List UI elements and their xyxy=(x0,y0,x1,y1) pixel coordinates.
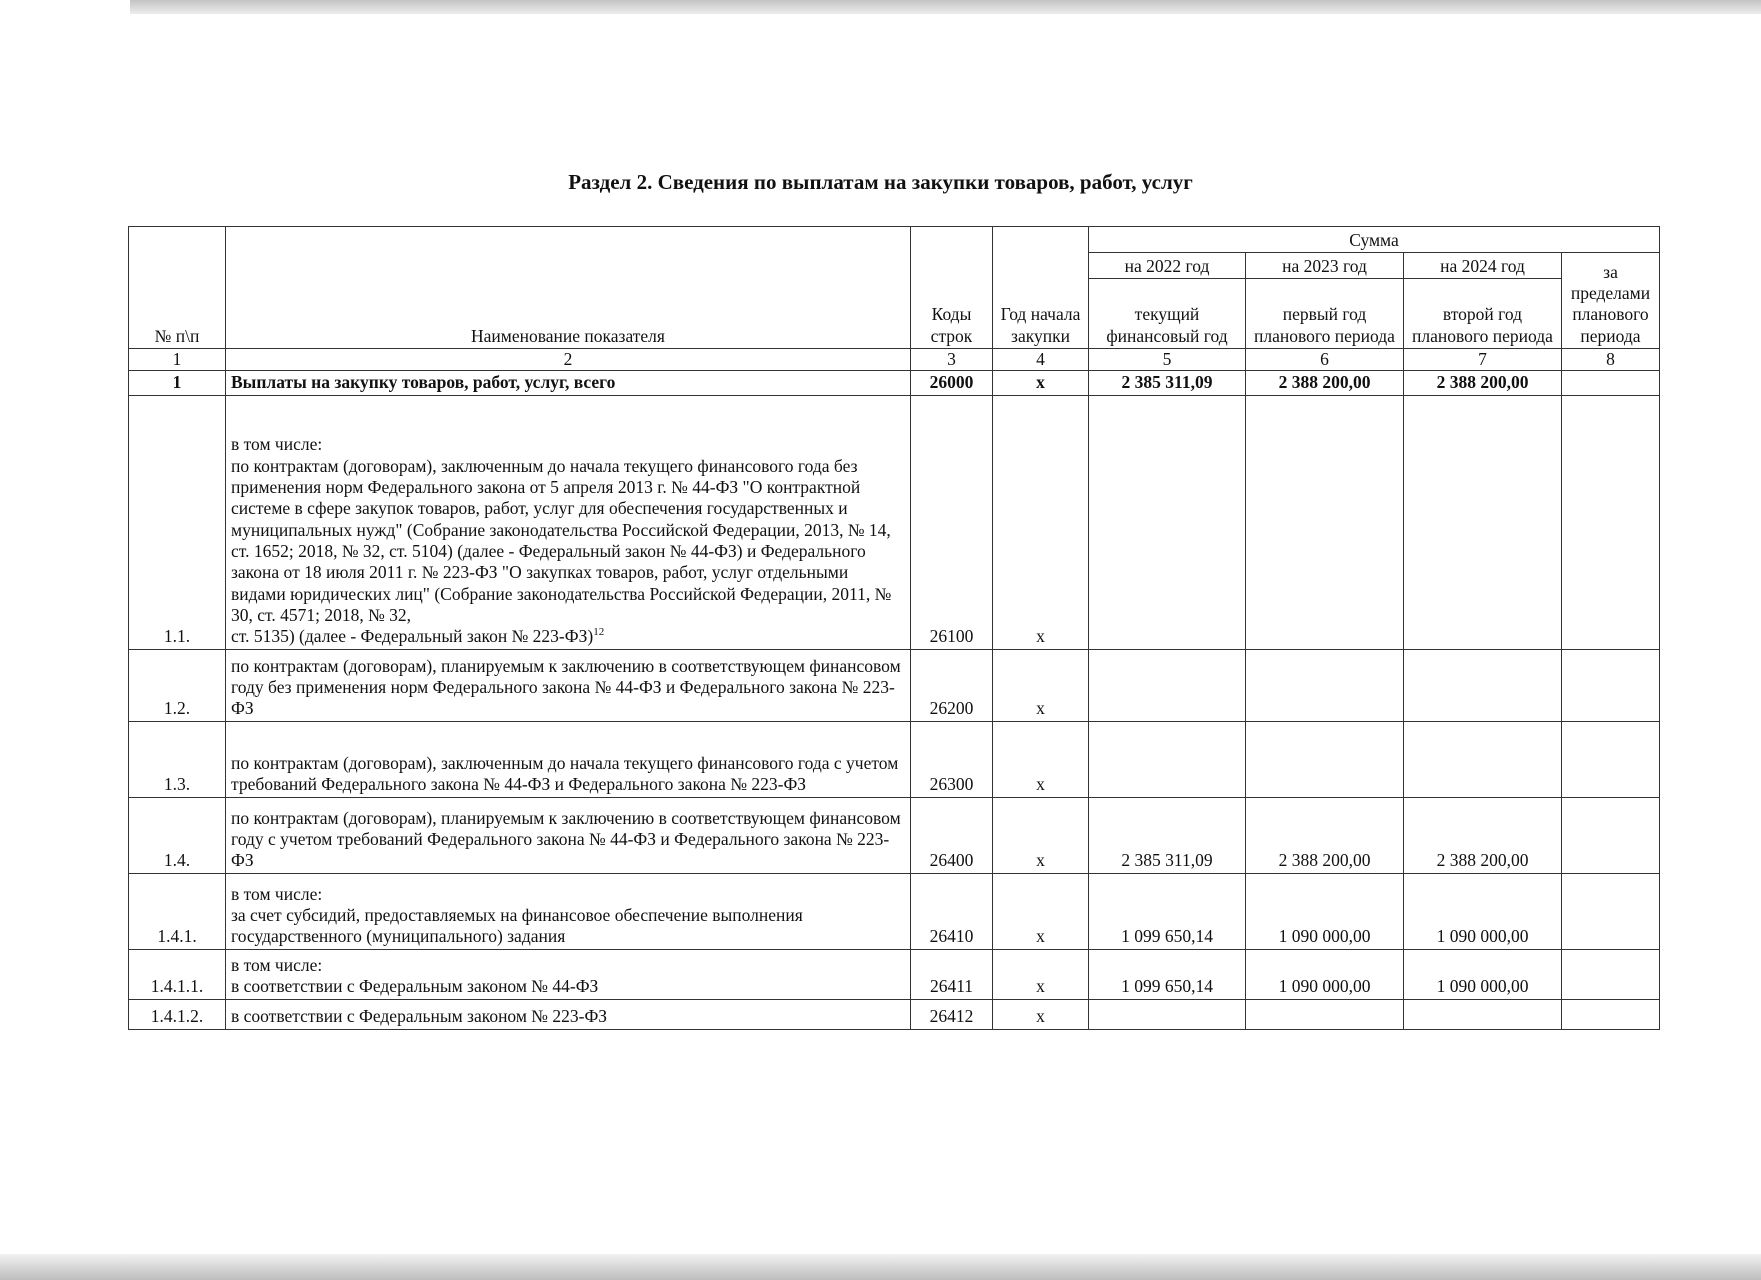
column-number: 4 xyxy=(993,349,1089,371)
header-first-year: первый год планового периода xyxy=(1246,279,1404,349)
table-row xyxy=(129,999,1660,1029)
row-value-2023: 2 388 200,00 xyxy=(1246,797,1404,873)
table-row xyxy=(129,649,1660,721)
table-row xyxy=(129,797,1660,873)
row-name xyxy=(226,949,911,999)
row-number: 1.4. xyxy=(129,797,226,873)
header-year: Год начала закупки xyxy=(993,227,1089,349)
row-number: 1.4.1. xyxy=(129,873,226,949)
row-value-2024: 2 388 200,00 xyxy=(1404,371,1562,395)
row-name-line: по контрактам (договорам), заключенным до начала текущего финансового года без применения норм Федерального закона от 5 апреля 2013 г. № 44-ФЗ "О контрактной системе в сфере закупок товаров, работ, услуг для обеспечения государственных и муниципальных нужд" (Собрание законодательства Российской Федерации, 2013, № 14, ст. 1652; 2018, № 32, ст. 5104) (далее - Федеральный закон № 44-ФЗ) и Федерального закона от 18 июля 2011 г. № 223-ФЗ "О закупках товаров, работ, услуг отдельными видами юридических лиц" (Собрание законодательства Российской Федерации, 2011, № 30, ст. 4571; 2018, № 32, xyxy=(231,455,892,625)
row-name-line: в том числе: xyxy=(231,883,323,904)
row-year: х xyxy=(993,371,1089,395)
row-name xyxy=(226,999,911,1029)
row-value-beyond xyxy=(1562,721,1660,797)
header-sum: Сумма xyxy=(1089,227,1660,253)
row-number: 1.3. xyxy=(129,721,226,797)
table-row xyxy=(129,949,1660,999)
row-value-2022: 1 099 650,14 xyxy=(1089,873,1246,949)
row-name-line: ст. 5135) (далее - Федеральный закон № 223-ФЗ) xyxy=(231,626,594,647)
column-number: 5 xyxy=(1089,349,1246,371)
row-name-line: по контрактам (договорам), планируемым к заключению в соответствующем финансовом году с учетом требований Федерального закона № 44-ФЗ и Федерального закона № 223-ФЗ xyxy=(231,807,901,871)
row-value-2024: 2 388 200,00 xyxy=(1404,797,1562,873)
row-value-2022 xyxy=(1089,999,1246,1029)
row-value-2023 xyxy=(1246,721,1404,797)
column-number: 8 xyxy=(1562,349,1660,371)
row-number: 1 xyxy=(129,371,226,395)
row-number: 1.4.1.1. xyxy=(129,949,226,999)
header-num: № п\п xyxy=(129,227,226,349)
header-second-year: второй год планового периода xyxy=(1404,279,1562,349)
table-row xyxy=(129,721,1660,797)
row-name-line: по контрактам (договорам), заключенным до начала текущего финансового года с учетом требований Федерального закона № 44-ФЗ и Федерального закона № 223-ФЗ xyxy=(231,753,899,795)
page-title: Раздел 2. Сведения по выплатам на закупки товаров, работ, услуг xyxy=(568,170,1193,194)
row-code: 26000 xyxy=(911,371,993,395)
row-number: 1.4.1.2. xyxy=(129,999,226,1029)
row-value-2022: 2 385 311,09 xyxy=(1089,797,1246,873)
header-y2023: на 2023 год xyxy=(1246,253,1404,279)
row-code: 26200 xyxy=(911,649,993,721)
row-value-2024 xyxy=(1404,649,1562,721)
scan-bottom-edge xyxy=(0,1254,1761,1280)
row-name-line: в соответствии с Федеральным законом № 44-ФЗ xyxy=(231,976,599,997)
row-name xyxy=(226,721,911,797)
header-code: Коды строк xyxy=(911,227,993,349)
row-value-2023: 1 090 000,00 xyxy=(1246,873,1404,949)
row-name-line: в соответствии с Федеральным законом № 223-ФЗ xyxy=(231,1006,608,1027)
header-name: Наименование показателя xyxy=(226,227,911,349)
row-name xyxy=(226,649,911,721)
footnote-ref: 12 xyxy=(593,626,605,639)
row-value-beyond xyxy=(1562,949,1660,999)
table-row xyxy=(129,873,1660,949)
row-value-beyond xyxy=(1562,999,1660,1029)
row-value-2023 xyxy=(1246,395,1404,649)
row-value-2024 xyxy=(1404,395,1562,649)
row-value-2022 xyxy=(1089,395,1246,649)
row-year: х xyxy=(993,797,1089,873)
scan-top-edge xyxy=(130,0,1761,14)
row-value-2022: 1 099 650,14 xyxy=(1089,949,1246,999)
row-name xyxy=(226,371,911,395)
row-year: х xyxy=(993,721,1089,797)
row-number: 1.1. xyxy=(129,395,226,649)
header-current-year: текущий финансовый год xyxy=(1089,279,1246,349)
row-name-line: по контрактам (договорам), планируемым к заключению в соответствующем финансовом году без применения норм Федерального закона № 44-ФЗ и Федерального закона № 223-ФЗ xyxy=(231,655,901,719)
header-y2022: на 2022 год xyxy=(1089,253,1246,279)
row-value-2023 xyxy=(1246,649,1404,721)
row-value-2022: 2 385 311,09 xyxy=(1089,371,1246,395)
row-value-beyond xyxy=(1562,797,1660,873)
row-value-2024 xyxy=(1404,999,1562,1029)
column-number: 6 xyxy=(1246,349,1404,371)
payments-table xyxy=(128,226,1660,1030)
row-value-2023: 1 090 000,00 xyxy=(1246,949,1404,999)
row-code: 26400 xyxy=(911,797,993,873)
row-code: 26411 xyxy=(911,949,993,999)
row-year: х xyxy=(993,949,1089,999)
row-year: х xyxy=(993,999,1089,1029)
row-name xyxy=(226,797,911,873)
row-code: 26412 xyxy=(911,999,993,1029)
header-y2024: на 2024 год xyxy=(1404,253,1562,279)
row-value-beyond xyxy=(1562,395,1660,649)
row-value-2022 xyxy=(1089,649,1246,721)
row-year: х xyxy=(993,395,1089,649)
table-row xyxy=(129,371,1660,395)
column-number: 1 xyxy=(129,349,226,371)
row-code: 26300 xyxy=(911,721,993,797)
row-value-beyond xyxy=(1562,371,1660,395)
row-name-line: Выплаты на закупку товаров, работ, услуг, всего xyxy=(231,372,616,393)
column-number-row xyxy=(129,349,1660,371)
row-code: 26100 xyxy=(911,395,993,649)
row-year: х xyxy=(993,873,1089,949)
row-value-2024: 1 090 000,00 xyxy=(1404,949,1562,999)
row-name xyxy=(226,395,911,649)
row-number: 1.2. xyxy=(129,649,226,721)
row-value-2023: 2 388 200,00 xyxy=(1246,371,1404,395)
row-name-line: в том числе: xyxy=(231,955,323,975)
row-value-beyond xyxy=(1562,649,1660,721)
row-name-line: за счет субсидий, предоставляемых на финансовое обеспечение выполнения государственного (муниципального) задания xyxy=(231,905,803,947)
column-number: 2 xyxy=(226,349,911,371)
column-number: 3 xyxy=(911,349,993,371)
column-number: 7 xyxy=(1404,349,1562,371)
header-beyond: за пределами планового периода xyxy=(1562,253,1660,349)
table-row xyxy=(129,395,1660,649)
row-value-2022 xyxy=(1089,721,1246,797)
row-year: х xyxy=(993,649,1089,721)
row-value-2024 xyxy=(1404,721,1562,797)
row-value-2023 xyxy=(1246,999,1404,1029)
row-value-beyond xyxy=(1562,873,1660,949)
row-name xyxy=(226,873,911,949)
row-value-2024: 1 090 000,00 xyxy=(1404,873,1562,949)
row-name-line: в том числе: xyxy=(231,434,323,455)
row-code: 26410 xyxy=(911,873,993,949)
